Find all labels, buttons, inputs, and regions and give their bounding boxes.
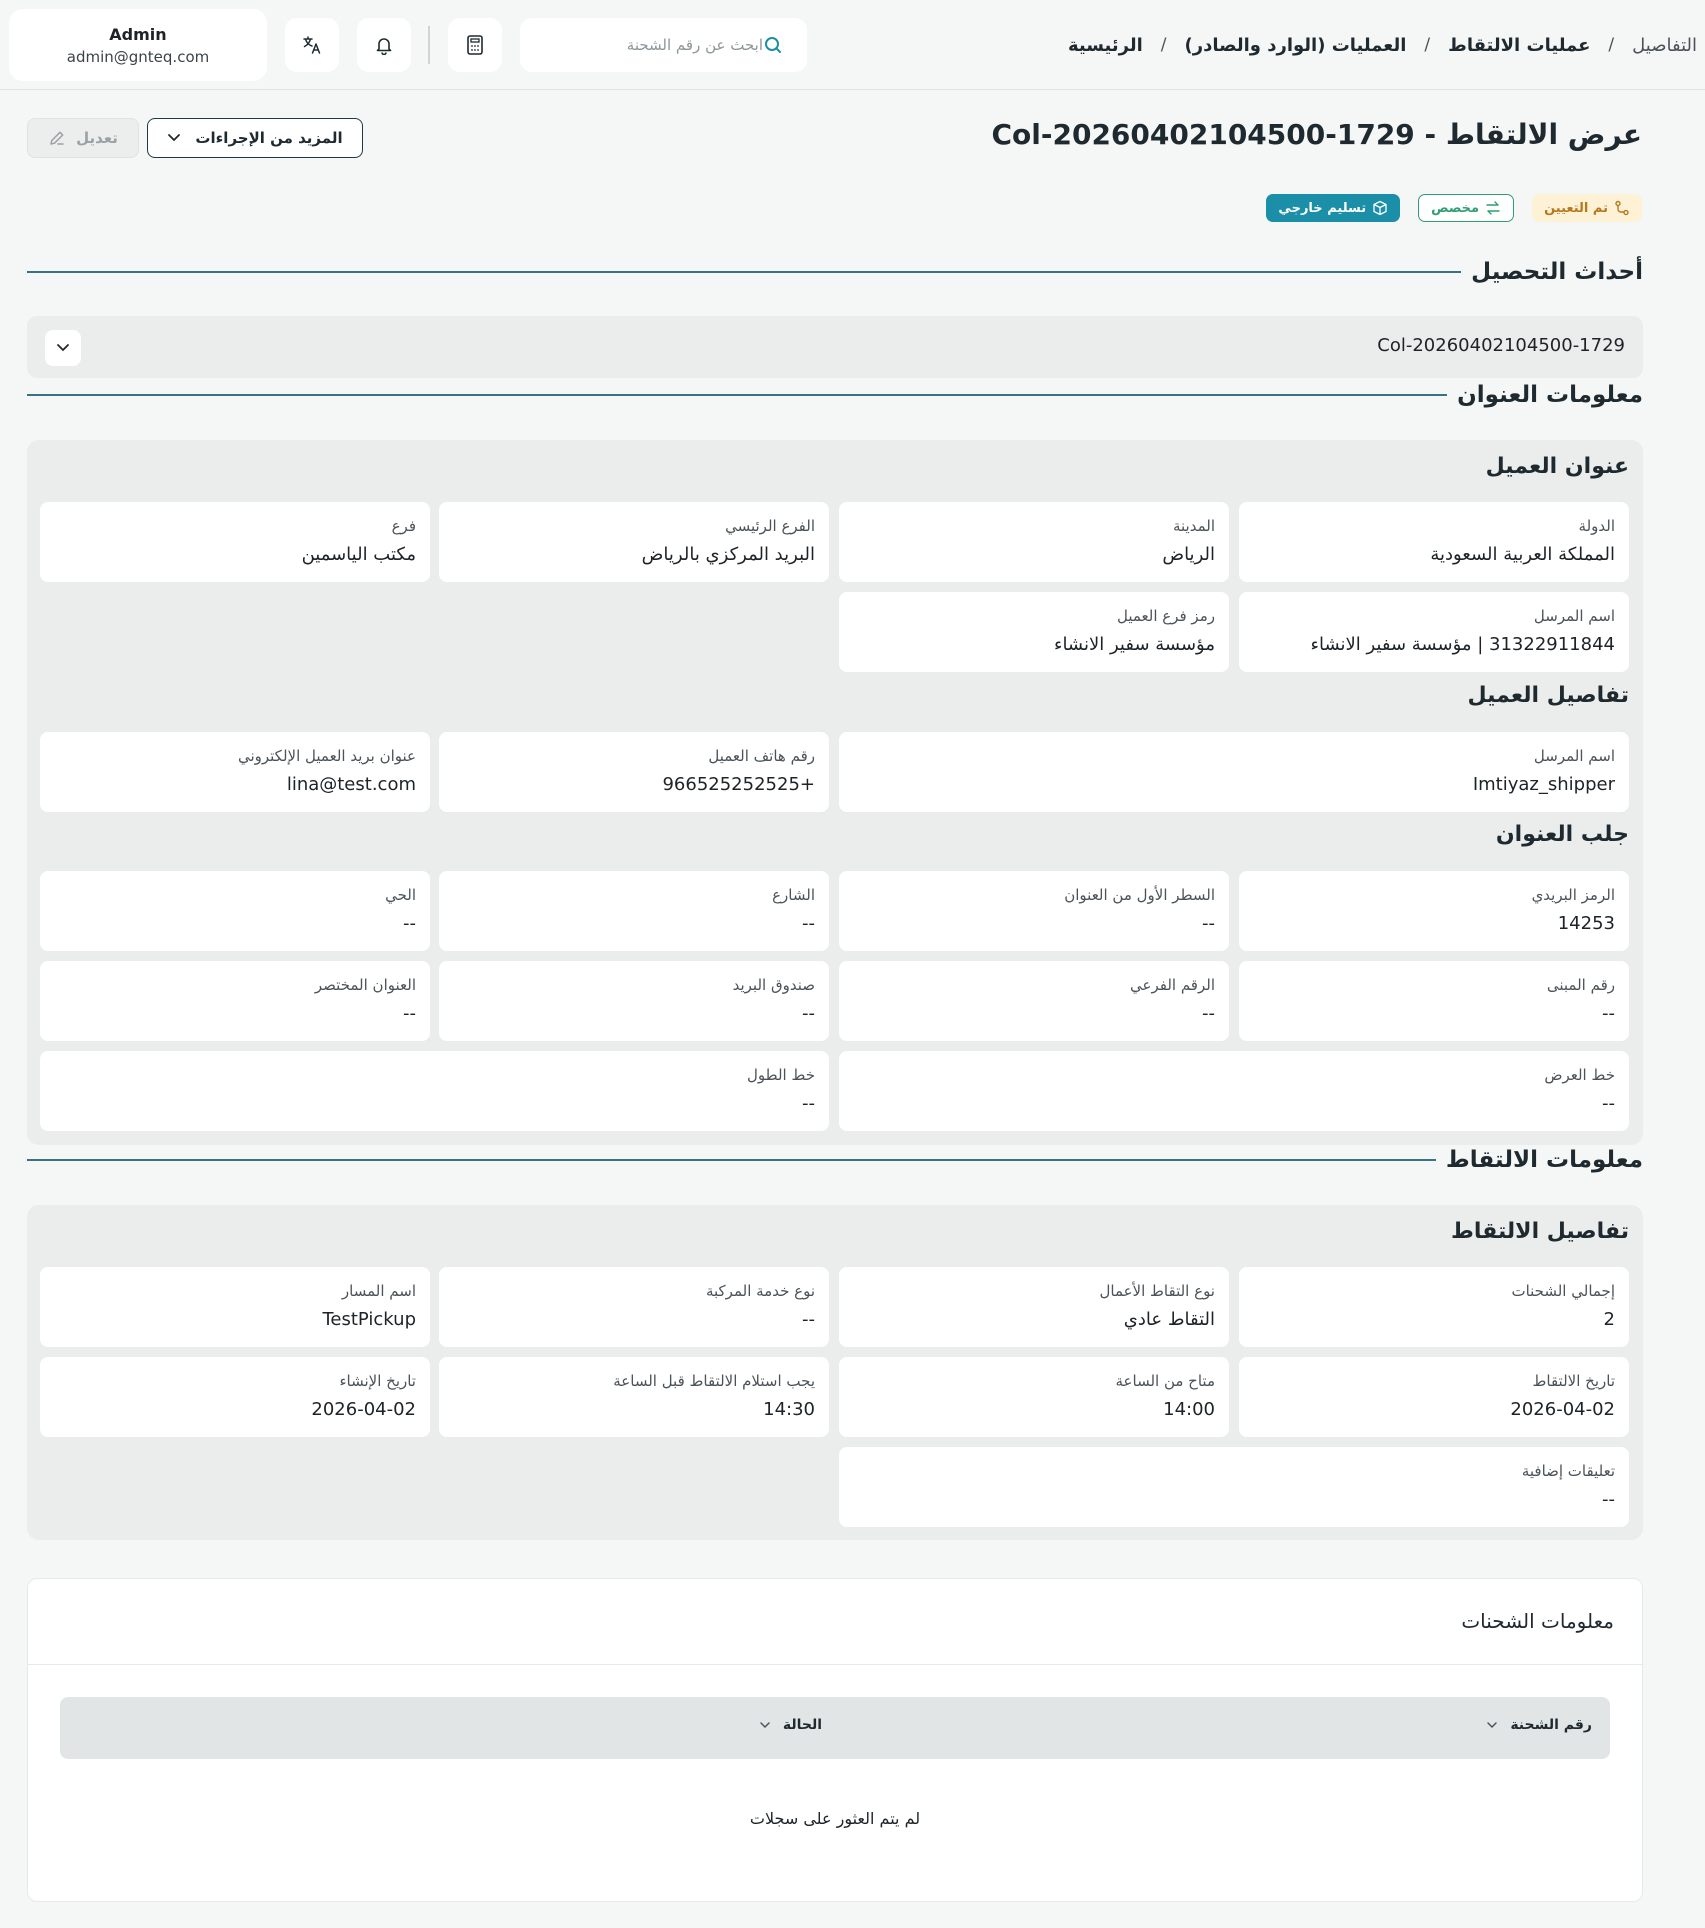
field-vehicle-service-type [439, 1267, 829, 1347]
field-business-pickup-type [839, 1267, 1229, 1347]
field-sender-name [1239, 592, 1629, 672]
fetch-address-heading: جلب العنوان [1495, 822, 1629, 847]
shipments-panel [27, 1578, 1643, 1902]
field-label: الدولة [1578, 517, 1615, 535]
user-menu[interactable] [9, 9, 267, 81]
field-district [40, 871, 430, 951]
section-title: معلومات العنوان [1457, 382, 1643, 408]
external-label: تسليم خارجي [1278, 200, 1367, 216]
field-country [1239, 502, 1629, 582]
assigned-label: تم التعيين [1544, 200, 1608, 216]
field-customer-email [40, 732, 430, 812]
breadcrumb-operations[interactable]: العمليات (الوارد والصادر) [1184, 34, 1407, 56]
bell-icon [374, 35, 394, 55]
field-value: 14:00 [1163, 1399, 1215, 1420]
pencil-icon [48, 129, 66, 147]
section-heading-collection-events [27, 252, 1643, 292]
field-value: +966525252525 [662, 774, 815, 795]
field-po-box [439, 961, 829, 1041]
field-value: -- [1602, 1093, 1615, 1114]
field-total-shipments [1239, 1267, 1629, 1347]
field-route-name [40, 1267, 430, 1347]
field-label: إجمالي الشحنات [1511, 1282, 1615, 1300]
field-label: متاح من الساعة [1115, 1372, 1215, 1390]
status-badge-external [1266, 194, 1400, 222]
field-value: المملكة العربية السعودية [1430, 544, 1615, 565]
field-label: الرمز البريدي [1531, 886, 1615, 904]
field-value: 2 [1603, 1309, 1615, 1330]
field-label: رقم المبنى [1546, 976, 1615, 994]
field-label: اسم المسار [341, 1282, 416, 1300]
field-additional-comments [839, 1447, 1629, 1527]
customer-details-heading: تفاصيل العميل [1467, 683, 1629, 708]
column-label: الحالة [782, 1717, 822, 1733]
field-postal-code [1239, 871, 1629, 951]
field-value: -- [1602, 1003, 1615, 1024]
field-label: الحي [385, 886, 416, 904]
notifications-button[interactable] [357, 18, 411, 72]
shipments-table-header [60, 1697, 1610, 1759]
status-badges [1266, 194, 1642, 222]
status-badge-assigned [1532, 194, 1642, 222]
chevron-down-icon [56, 343, 70, 353]
shipments-title: معلومات الشحنات [1461, 1609, 1614, 1633]
field-pickup-before [439, 1357, 829, 1437]
field-branch [40, 502, 430, 582]
field-short-address [40, 961, 430, 1041]
field-value: TestPickup [322, 1309, 416, 1330]
column-label: رقم الشحنة [1510, 1717, 1592, 1733]
field-label: نوع خدمة المركبة [705, 1282, 815, 1300]
field-label: تعليقات إضافية [1521, 1462, 1615, 1480]
column-header-shipment-number[interactable] [1486, 1717, 1592, 1733]
sort-chevron-icon [1486, 1721, 1498, 1729]
language-button[interactable] [285, 18, 339, 72]
field-value: 2026-04-02 [1510, 1399, 1615, 1420]
collection-event-id: Col-20260402104500-1729 [1377, 335, 1625, 356]
breadcrumb-separator: / [1160, 35, 1167, 55]
field-label: الشارع [772, 886, 815, 904]
field-value: 14:30 [763, 1399, 815, 1420]
field-main-branch [439, 502, 829, 582]
field-value: البريد المركزي بالرياض [641, 544, 815, 565]
breadcrumb-current: التفاصيل [1632, 34, 1697, 56]
pickup-details-heading: تفاصيل الالتقاط [1451, 1219, 1629, 1244]
status-badge-custom [1418, 194, 1514, 222]
field-value: الرياض [1162, 544, 1215, 565]
user-email: admin@gnteq.com [66, 47, 210, 66]
field-label: رمز فرع العميل [1116, 607, 1215, 625]
top-bar [0, 0, 1705, 90]
user-name: Admin [109, 24, 167, 44]
field-value: -- [403, 913, 416, 934]
package-icon [1372, 200, 1388, 216]
field-label: تاريخ الالتقاط [1532, 1372, 1615, 1390]
column-header-status[interactable] [759, 1717, 822, 1733]
field-created-date [40, 1357, 430, 1437]
section-heading-pickup-info [27, 1140, 1643, 1180]
field-value: -- [802, 1093, 815, 1114]
sort-chevron-icon [759, 1721, 771, 1729]
breadcrumb-separator: / [1608, 35, 1615, 55]
search-icon [763, 35, 783, 55]
address-info-panel [27, 440, 1643, 1145]
breadcrumb-pickups[interactable]: عمليات الالتقاط [1448, 34, 1591, 56]
customer-address-heading: عنوان العميل [1485, 454, 1629, 479]
swap-icon [1485, 200, 1501, 216]
toolbar-divider [428, 26, 430, 64]
field-value: -- [802, 1003, 815, 1024]
breadcrumb [1068, 30, 1697, 60]
field-value: 31322911844 | مؤسسة سفير الانشاء [1310, 634, 1615, 655]
field-building-number [1239, 961, 1629, 1041]
field-address-line1 [839, 871, 1229, 951]
field-label: صندوق البريد [732, 976, 815, 994]
route-icon [1614, 200, 1630, 216]
field-label: تاريخ الإنشاء [339, 1372, 416, 1390]
more-actions-label: المزيد من الإجراءات [195, 129, 343, 147]
field-label: المدينة [1172, 517, 1215, 535]
section-divider [27, 271, 1461, 273]
field-label: خط الطول [747, 1066, 815, 1084]
field-value: -- [403, 1003, 416, 1024]
field-value: مؤسسة سفير الانشاء [1053, 634, 1215, 655]
field-city [839, 502, 1229, 582]
field-available-from [839, 1357, 1229, 1437]
edit-button[interactable] [27, 118, 139, 158]
section-divider [27, 394, 1447, 396]
field-value: مكتب الياسمين [301, 544, 416, 565]
section-title: معلومات الالتقاط [1445, 1147, 1643, 1173]
field-value: -- [1602, 1489, 1615, 1510]
field-label: عنوان بريد العميل الإلكتروني [237, 747, 416, 765]
field-value: -- [1202, 1003, 1215, 1024]
pickup-info-panel [27, 1205, 1643, 1540]
field-label: العنوان المختصر [314, 976, 416, 994]
field-label: اسم المرسل [1533, 607, 1615, 625]
translate-icon [302, 35, 322, 55]
expand-toggle[interactable] [45, 330, 81, 366]
field-label: الرقم الفرعي [1130, 976, 1215, 994]
field-longitude [40, 1051, 829, 1131]
field-label: نوع التقاط الأعمال [1099, 1282, 1215, 1300]
field-value: 14253 [1557, 913, 1615, 934]
field-label: الفرع الرئيسي [725, 517, 815, 535]
field-value: التقاط عادي [1123, 1309, 1215, 1330]
field-pickup-date [1239, 1357, 1629, 1437]
calculator-icon [466, 35, 484, 55]
field-customer-sender [839, 732, 1629, 812]
field-label: خط العرض [1544, 1066, 1615, 1084]
field-label: السطر الأول من العنوان [1064, 886, 1215, 904]
section-heading-address-info [27, 375, 1643, 415]
field-label: يجب استلام الالتقاط قبل الساعة [613, 1372, 815, 1390]
more-actions-button[interactable] [147, 118, 363, 158]
field-sub-number [839, 961, 1229, 1041]
empty-state-message: لم يتم العثور على سجلات [749, 1809, 921, 1828]
field-branch-code [839, 592, 1229, 672]
field-value: -- [802, 1309, 815, 1330]
section-divider [27, 1159, 1436, 1161]
field-value: lina@test.com [286, 774, 416, 795]
calculator-button[interactable] [448, 18, 502, 72]
field-value: -- [802, 913, 815, 934]
breadcrumb-home[interactable]: الرئيسية [1067, 34, 1143, 56]
section-title: أحداث التحصيل [1471, 259, 1643, 285]
search-box[interactable] [520, 18, 807, 72]
field-value: 2026-04-02 [311, 1399, 416, 1420]
chevron-down-icon [167, 133, 181, 143]
shipments-divider [28, 1664, 1642, 1665]
field-latitude [839, 1051, 1629, 1131]
field-label: اسم المرسل [1533, 747, 1615, 765]
edit-label: تعديل [76, 129, 118, 147]
breadcrumb-separator: / [1424, 35, 1431, 55]
search-input[interactable]: ابحث عن رقم الشحنة [626, 36, 763, 54]
custom-label: مخصص [1431, 200, 1480, 216]
field-value: -- [1202, 913, 1215, 934]
field-label: رقم هاتف العميل [708, 747, 815, 765]
field-value: Imtiyaz_shipper [1472, 774, 1615, 795]
field-customer-phone [439, 732, 829, 812]
field-label: فرع [391, 517, 416, 535]
collection-event-row[interactable] [27, 316, 1643, 378]
page-title: عرض الالتقاط - Col-20260402104500-1729 [991, 118, 1642, 151]
field-street [439, 871, 829, 951]
